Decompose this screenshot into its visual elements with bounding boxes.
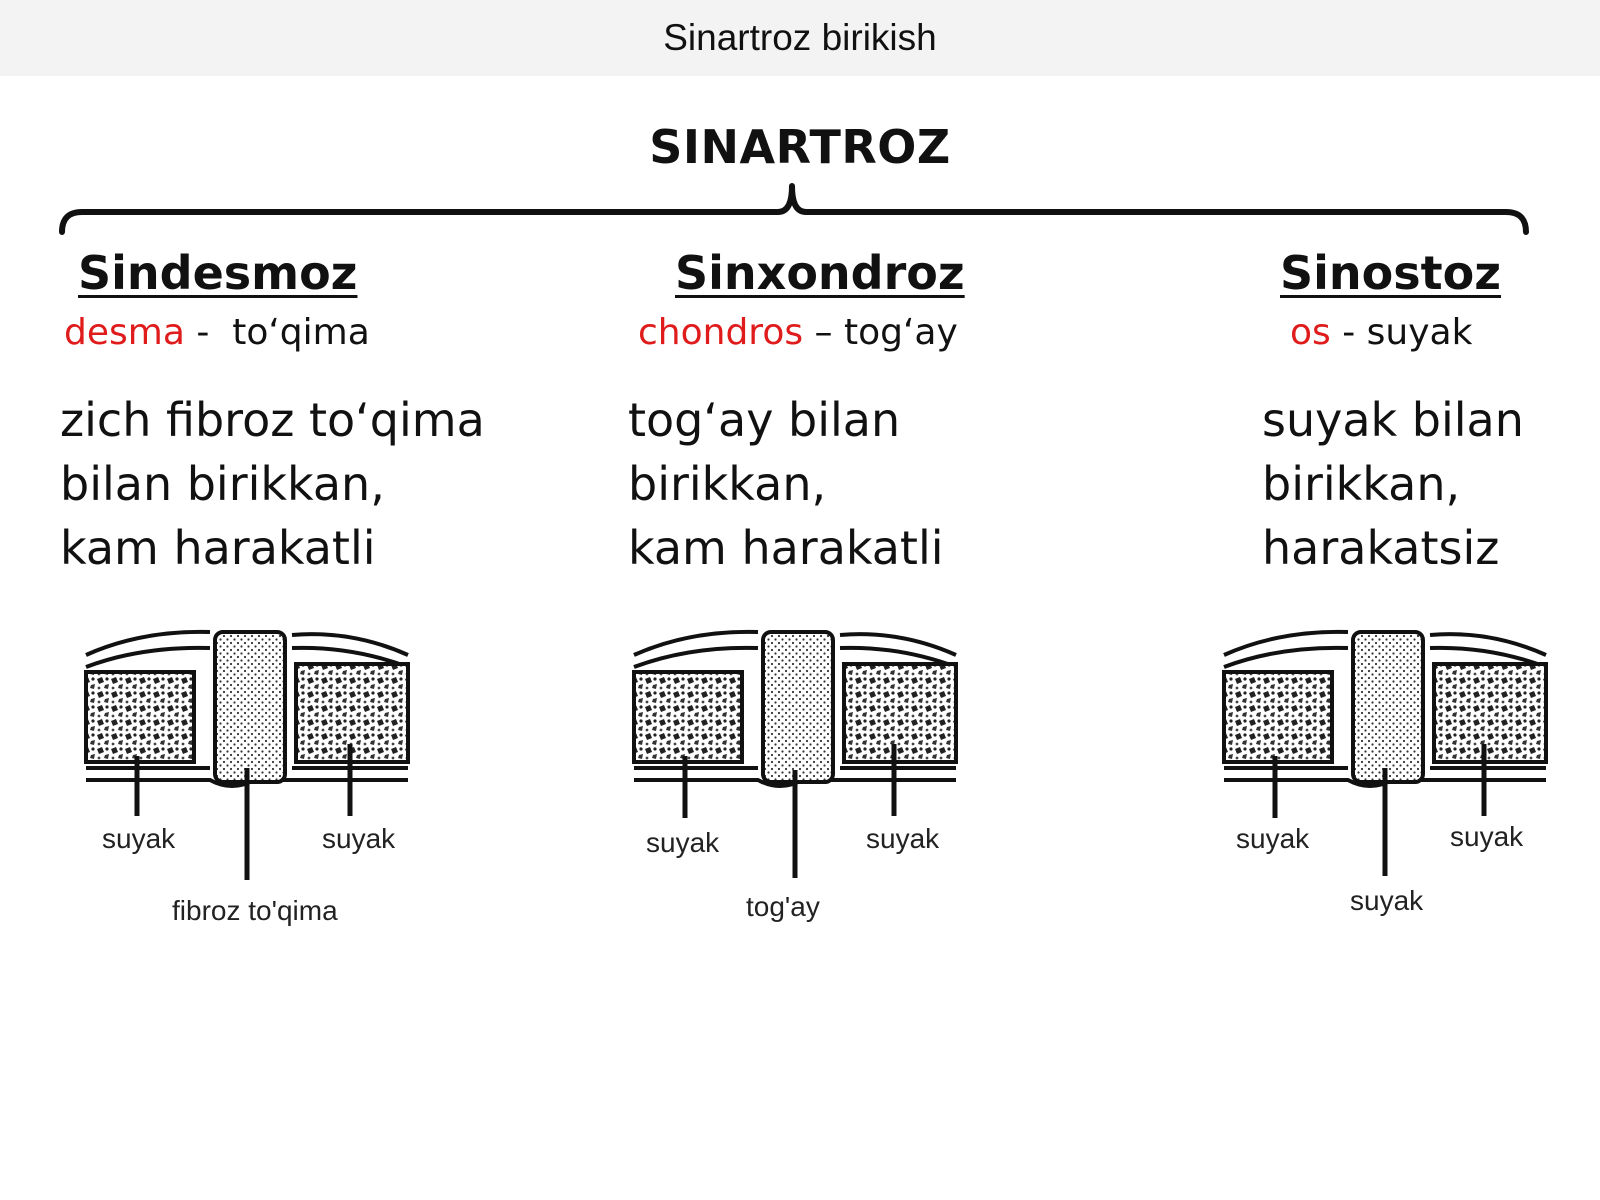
etymology-term: os bbox=[1290, 312, 1331, 353]
window-title: Sinartroz birikish bbox=[663, 17, 937, 58]
description-line: kam harakatli bbox=[628, 521, 944, 575]
column-sinxondroz bbox=[675, 246, 965, 300]
column-heading: Sinostoz bbox=[1280, 246, 1501, 300]
figure-label-left: suyak bbox=[646, 827, 720, 858]
figure-label-right: suyak bbox=[1450, 821, 1524, 852]
etymology-meaning: to‘qima bbox=[232, 312, 370, 353]
column-sinostoz bbox=[1280, 246, 1501, 300]
etymology-meaning: suyak bbox=[1366, 312, 1473, 353]
description-line: zich fibroz to‘qima bbox=[60, 393, 485, 447]
figure-label-middle: fibroz to'qima bbox=[172, 895, 338, 926]
joint-figure-sindesmoz bbox=[82, 620, 422, 940]
etymology-separator: - bbox=[1330, 312, 1367, 353]
etymology-sinxondroz bbox=[638, 312, 958, 353]
description-line: tog‘ay bilan bbox=[628, 393, 901, 447]
etymology-separator: – bbox=[803, 312, 844, 353]
etymology-meaning: tog‘ay bbox=[843, 312, 958, 353]
description-line: kam harakatli bbox=[60, 521, 376, 575]
figure-label-middle: suyak bbox=[1350, 885, 1424, 916]
etymology-sindesmoz bbox=[64, 312, 370, 353]
column-heading: Sinxondroz bbox=[675, 246, 965, 300]
description-line: bilan birikkan, bbox=[60, 457, 385, 511]
etymology-term: chondros bbox=[638, 312, 804, 353]
column-sindesmoz bbox=[78, 246, 357, 300]
etymology-sinostoz bbox=[1290, 312, 1472, 353]
figure-label-right: suyak bbox=[322, 823, 396, 854]
figure-label-left: suyak bbox=[1236, 823, 1310, 854]
main-title: SINARTROZ bbox=[649, 120, 951, 174]
etymology-separator: - bbox=[184, 312, 233, 353]
figure-label-middle: tog'ay bbox=[746, 891, 820, 922]
description-sindesmoz bbox=[60, 388, 485, 580]
title-bar bbox=[0, 0, 1600, 76]
column-heading: Sindesmoz bbox=[78, 246, 358, 300]
joint-figure-sinostoz bbox=[1220, 620, 1560, 940]
description-line: suyak bilan bbox=[1262, 393, 1524, 447]
description-sinxondroz bbox=[628, 388, 944, 580]
description-line: birikkan, bbox=[628, 457, 827, 511]
joint-figure-sinxondroz bbox=[630, 620, 970, 940]
figure-label-left: suyak bbox=[102, 823, 176, 854]
grouping-brace bbox=[0, 180, 1600, 240]
description-sinostoz bbox=[1262, 388, 1524, 580]
description-line: harakatsiz bbox=[1262, 521, 1500, 575]
etymology-term: desma bbox=[64, 312, 185, 353]
description-line: birikkan, bbox=[1262, 457, 1461, 511]
figure-label-right: suyak bbox=[866, 823, 940, 854]
